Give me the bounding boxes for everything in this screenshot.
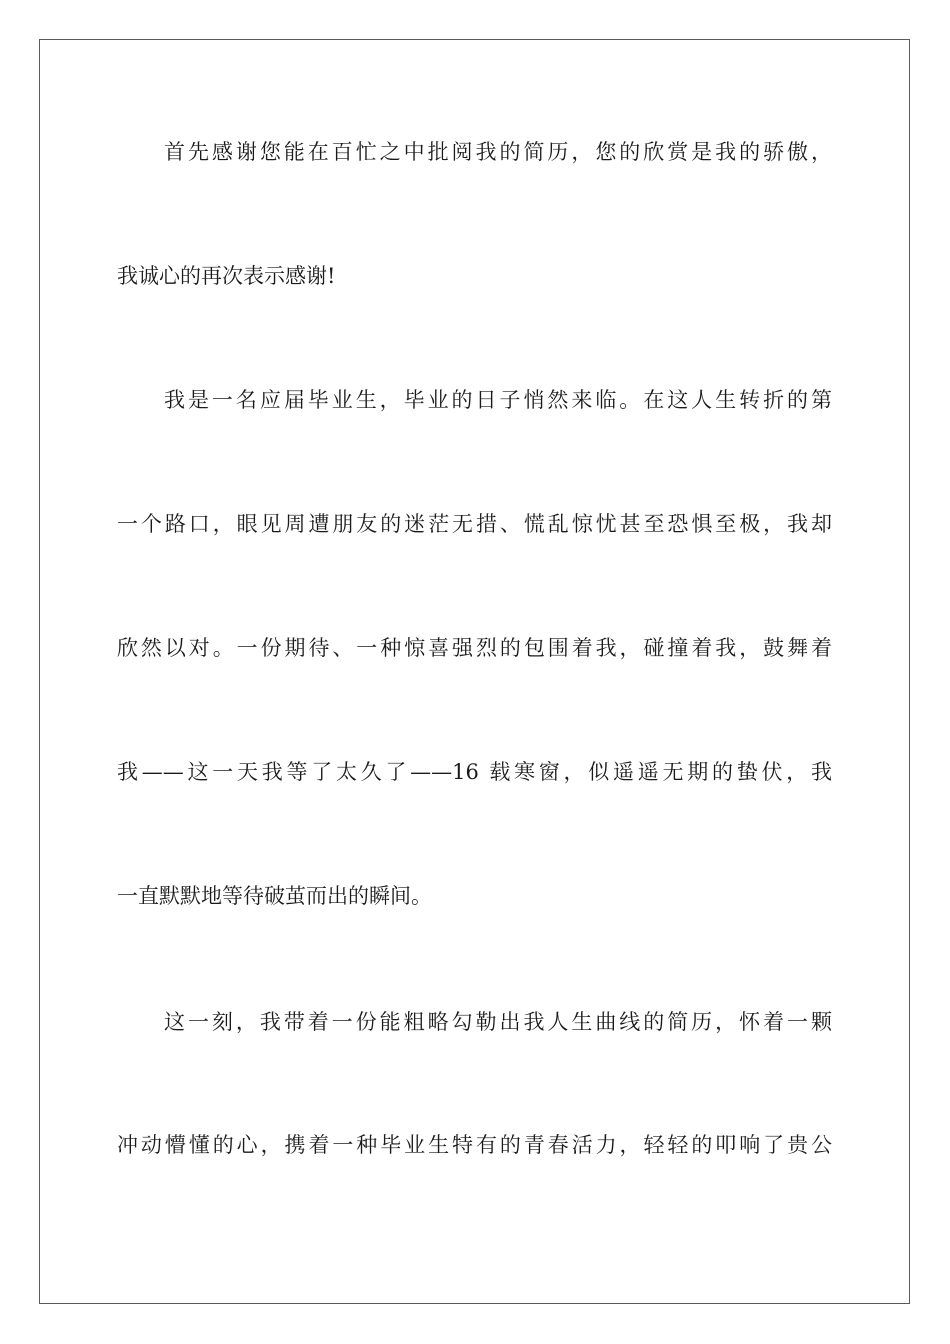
paragraph-1-line-2: 我诚心的再次表示感谢!: [117, 264, 336, 288]
paragraph-2-line-2: 一个路口，眼见周遭朋友的迷茫无措、慌乱惊忧甚至恐惧至极，我却: [117, 512, 832, 536]
paragraph-2-line-5: 一直默默地等待破茧而出的瞬间。: [117, 884, 432, 908]
page-border: [39, 39, 910, 1304]
paragraph-2-line-4: 我——这一天我等了太久了——16 载寒窗，似遥遥无期的蛰伏，我: [117, 760, 832, 784]
paragraph-2-line-1: 我是一名应届毕业生，毕业的日子悄然来临。在这人生转折的第: [164, 388, 832, 412]
paragraph-3-line-1: 这一刻，我带着一份能粗略勾勒出我人生曲线的简历，怀着一颗: [164, 1010, 832, 1034]
paragraph-1-line-1: 首先感谢您能在百忙之中批阅我的简历，您的欣赏是我的骄傲，: [164, 140, 832, 164]
paragraph-2-line-3: 欣然以对。一份期待、一种惊喜强烈的包围着我，碰撞着我，鼓舞着: [117, 636, 832, 660]
paragraph-3-line-2: 冲动懵懂的心，携着一种毕业生特有的青春活力，轻轻的叩响了贵公: [117, 1133, 832, 1157]
